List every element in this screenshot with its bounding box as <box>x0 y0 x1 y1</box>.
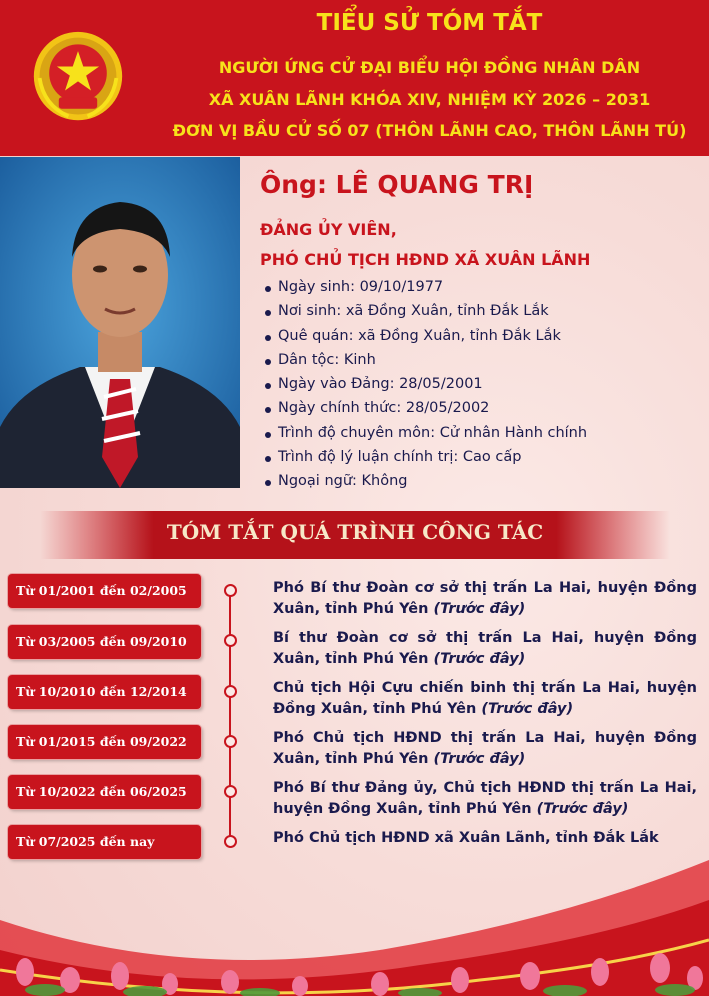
header-line-3: ĐƠN VỊ BẦU CỬ SỐ 07 (THÔN LÃNH CAO, THÔN LÃNH TÚ) <box>172 121 687 140</box>
national-emblem-icon <box>30 30 126 126</box>
role-text: Chủ tịch Hội Cựu chiến binh thị trấn La Hai, huyện Đồng Xuân, tỉnh Phú Yên <box>273 680 697 717</box>
candidate-position-2: PHÓ CHỦ TỊCH HĐND XÃ XUÂN LÃNH <box>260 250 591 269</box>
detail-item: Trình độ chuyên môn: Cử nhân Hành chính <box>278 425 587 449</box>
timeline-role <box>273 678 697 720</box>
detail-item: Ngoại ngữ: Không <box>278 473 587 497</box>
header-banner <box>0 0 709 156</box>
decorative-footer <box>0 860 709 996</box>
timeline-period: Từ 07/2025 đến nay <box>8 825 201 859</box>
role-note: (Trước đây) <box>433 601 526 617</box>
timeline-role <box>273 578 697 620</box>
timeline-line <box>229 585 231 843</box>
detail-item: Ngày chính thức: 28/05/2002 <box>278 400 587 424</box>
timeline-role <box>273 728 697 770</box>
detail-item: Trình độ lý luận chính trị: Cao cấp <box>278 449 587 473</box>
candidate-position-1: ĐẢNG ỦY VIÊN, <box>260 220 397 239</box>
detail-item: Ngày vào Đảng: 28/05/2001 <box>278 376 587 400</box>
timeline-period: Từ 10/2010 đến 12/2014 <box>8 675 201 709</box>
role-text: Phó Chủ tịch HĐND xã Xuân Lãnh, tỉnh Đắk Lắk <box>273 830 659 846</box>
timeline-role <box>273 778 697 820</box>
timeline-period: Từ 01/2001 đến 02/2005 <box>8 574 201 608</box>
role-text: Phó Bí thư Đoàn cơ sở thị trấn La Hai, huyện Đồng Xuân, tỉnh Phú Yên <box>273 580 697 617</box>
detail-item: Quê quán: xã Đồng Xuân, tỉnh Đắk Lắk <box>278 328 587 352</box>
candidate-details-list <box>278 279 587 498</box>
timeline-dot <box>224 584 237 597</box>
timeline-role <box>273 828 697 849</box>
role-note: (Trước đây) <box>536 801 629 817</box>
page-title: TIỂU SỬ TÓM TẮT <box>316 10 543 36</box>
timeline-period: Từ 01/2015 đến 09/2022 <box>8 725 201 759</box>
header-line-2: XÃ XUÂN LÃNH KHÓA XIV, NHIỆM KỲ 2026 – 2031 <box>208 90 651 109</box>
role-text: Phó Chủ tịch HĐND thị trấn La Hai, huyện Đồng Xuân, tỉnh Phú Yên <box>273 730 697 767</box>
role-note: (Trước đây) <box>481 701 574 717</box>
timeline-dot <box>224 785 237 798</box>
timeline-period: Từ 03/2005 đến 09/2010 <box>8 625 201 659</box>
candidate-name: Ông: LÊ QUANG TRỊ <box>260 170 534 199</box>
timeline-role <box>273 628 697 670</box>
role-note: (Trước đây) <box>433 751 526 767</box>
role-note: (Trước đây) <box>433 651 526 667</box>
timeline-dot <box>224 735 237 748</box>
role-text: Phó Bí thư Đảng ủy, Chủ tịch HĐND thị trấn La Hai, huyện Đồng Xuân, tỉnh Phú Yên <box>273 780 697 817</box>
timeline-dot <box>224 835 237 848</box>
detail-item: Dân tộc: Kinh <box>278 352 587 376</box>
timeline-dot <box>224 685 237 698</box>
timeline-dot <box>224 634 237 647</box>
detail-item: Ngày sinh: 09/10/1977 <box>278 279 587 303</box>
timeline-period: Từ 10/2022 đến 06/2025 <box>8 775 201 809</box>
header-line-1: NGƯỜI ỨNG CỬ ĐẠI BIỂU HỘI ĐỒNG NHÂN DÂN <box>218 58 641 77</box>
role-text: Bí thư Đoàn cơ sở thị trấn La Hai, huyện Đồng Xuân, tỉnh Phú Yên <box>273 630 697 667</box>
detail-item: Nơi sinh: xã Đồng Xuân, tỉnh Đắk Lắk <box>278 303 587 327</box>
candidate-photo <box>0 157 240 488</box>
section-title: TÓM TẮT QUÁ TRÌNH CÔNG TÁC <box>166 520 544 544</box>
